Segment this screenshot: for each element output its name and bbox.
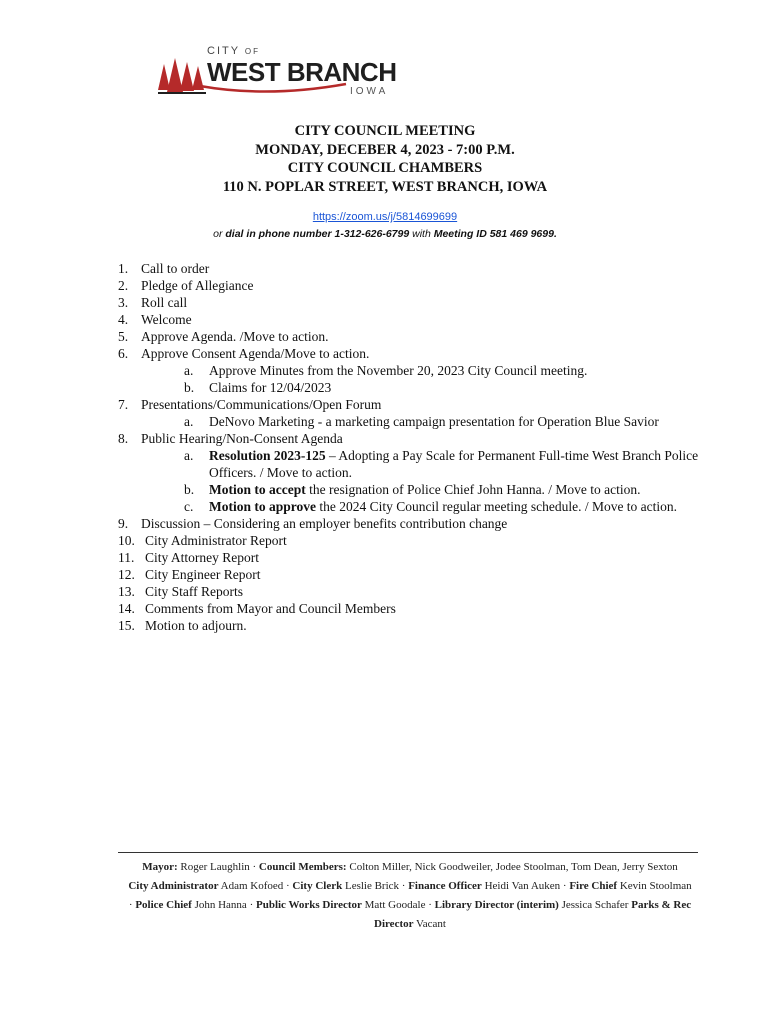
agenda-subitem: a. DeNovo Marketing - a marketing campaign presentation for Operation Blue Savior [184,414,659,429]
header-address: 110 N. POPLAR STREET, WEST BRANCH, IOWA [222,178,548,195]
dial-in-info: or dial in phone number 1-312-626-6799 with Meeting ID 581 469 9699. [213,228,557,240]
officials-footer: Mayor: Roger Laughlin · Council Members: Colton Miller, Nick Goodweiler, Jodee Stoolman, Tom Dean, Jerry Sexton City Administrator Adam Kofoed · City Clerk Leslie Brick · Finance Officer Heidi Van Auken · Fire Chief Kevin Stoolman · Police Chief John Hanna · Public Works Director Matt Goodale · Library Director (interim) Jessica Schafer Parks & Rec Director Vacant [128,861,692,930]
agenda-item: 15. Motion to adjourn. [118,618,247,633]
zoom-link[interactable]: https://zoom.us/j/5814699699 [312,211,458,223]
agenda-item: 12. City Engineer Report [118,567,261,582]
agenda-item: 3. Roll call [118,295,188,310]
agenda-item: 13. City Staff Reports [118,584,244,599]
agenda-item: 11. City Attorney Report [118,550,259,565]
header-date: MONDAY, DECEBER 4, 2023 - 7:00 P.M. [255,141,515,158]
agenda-item: 7. Presentations/Communications/Open Forum [118,397,382,412]
header-title: CITY COUNCIL MEETING [294,123,476,139]
header-location: CITY COUNCIL CHAMBERS [287,160,483,176]
agenda-subitem: b. Claims for 12/04/2023 [184,380,332,395]
agenda-subitem: c. Motion to approve the 2024 City Council regular meeting schedule. / Move to action. [184,499,678,514]
agenda-subitem: a. Approve Minutes from the November 20, 2023 City Council meeting. [184,363,588,378]
agenda-list [118,260,738,634]
agenda-item: 10. City Administrator Report [118,533,287,548]
logo-swoosh [198,82,348,96]
agenda-item: 9. Discussion – Considering an employer benefits contribution change [118,516,508,531]
logo-name: WEST BRANCH [207,57,397,87]
agenda-subitem: b. Motion to accept the resignation of Police Chief John Hanna. / Move to action. [184,482,641,497]
agenda-item: 8. Public Hearing/Non-Consent Agenda [118,431,343,446]
agenda-subitem: a. Resolution 2023-125 – Adopting a Pay Scale for Permanent Full-time West Branch Police Officers. / Move to action. [184,448,699,480]
footer-divider [118,852,698,853]
agenda-item: 14. Comments from Mayor and Council Members [118,601,396,616]
agenda-item: 6. Approve Consent Agenda/Move to action. [118,346,370,361]
agenda-item: 5. Approve Agenda. /Move to action. [118,329,329,344]
agenda-item: 1. Call to order [118,261,210,276]
meeting-header [0,122,770,196]
logo-city-of: CITY OF [207,45,261,57]
agenda-item: 4. Welcome [118,312,192,327]
agenda-item: 2. Pledge of Allegiance [118,278,254,293]
logo-state: IOWA [350,86,389,97]
city-logo [158,44,398,104]
